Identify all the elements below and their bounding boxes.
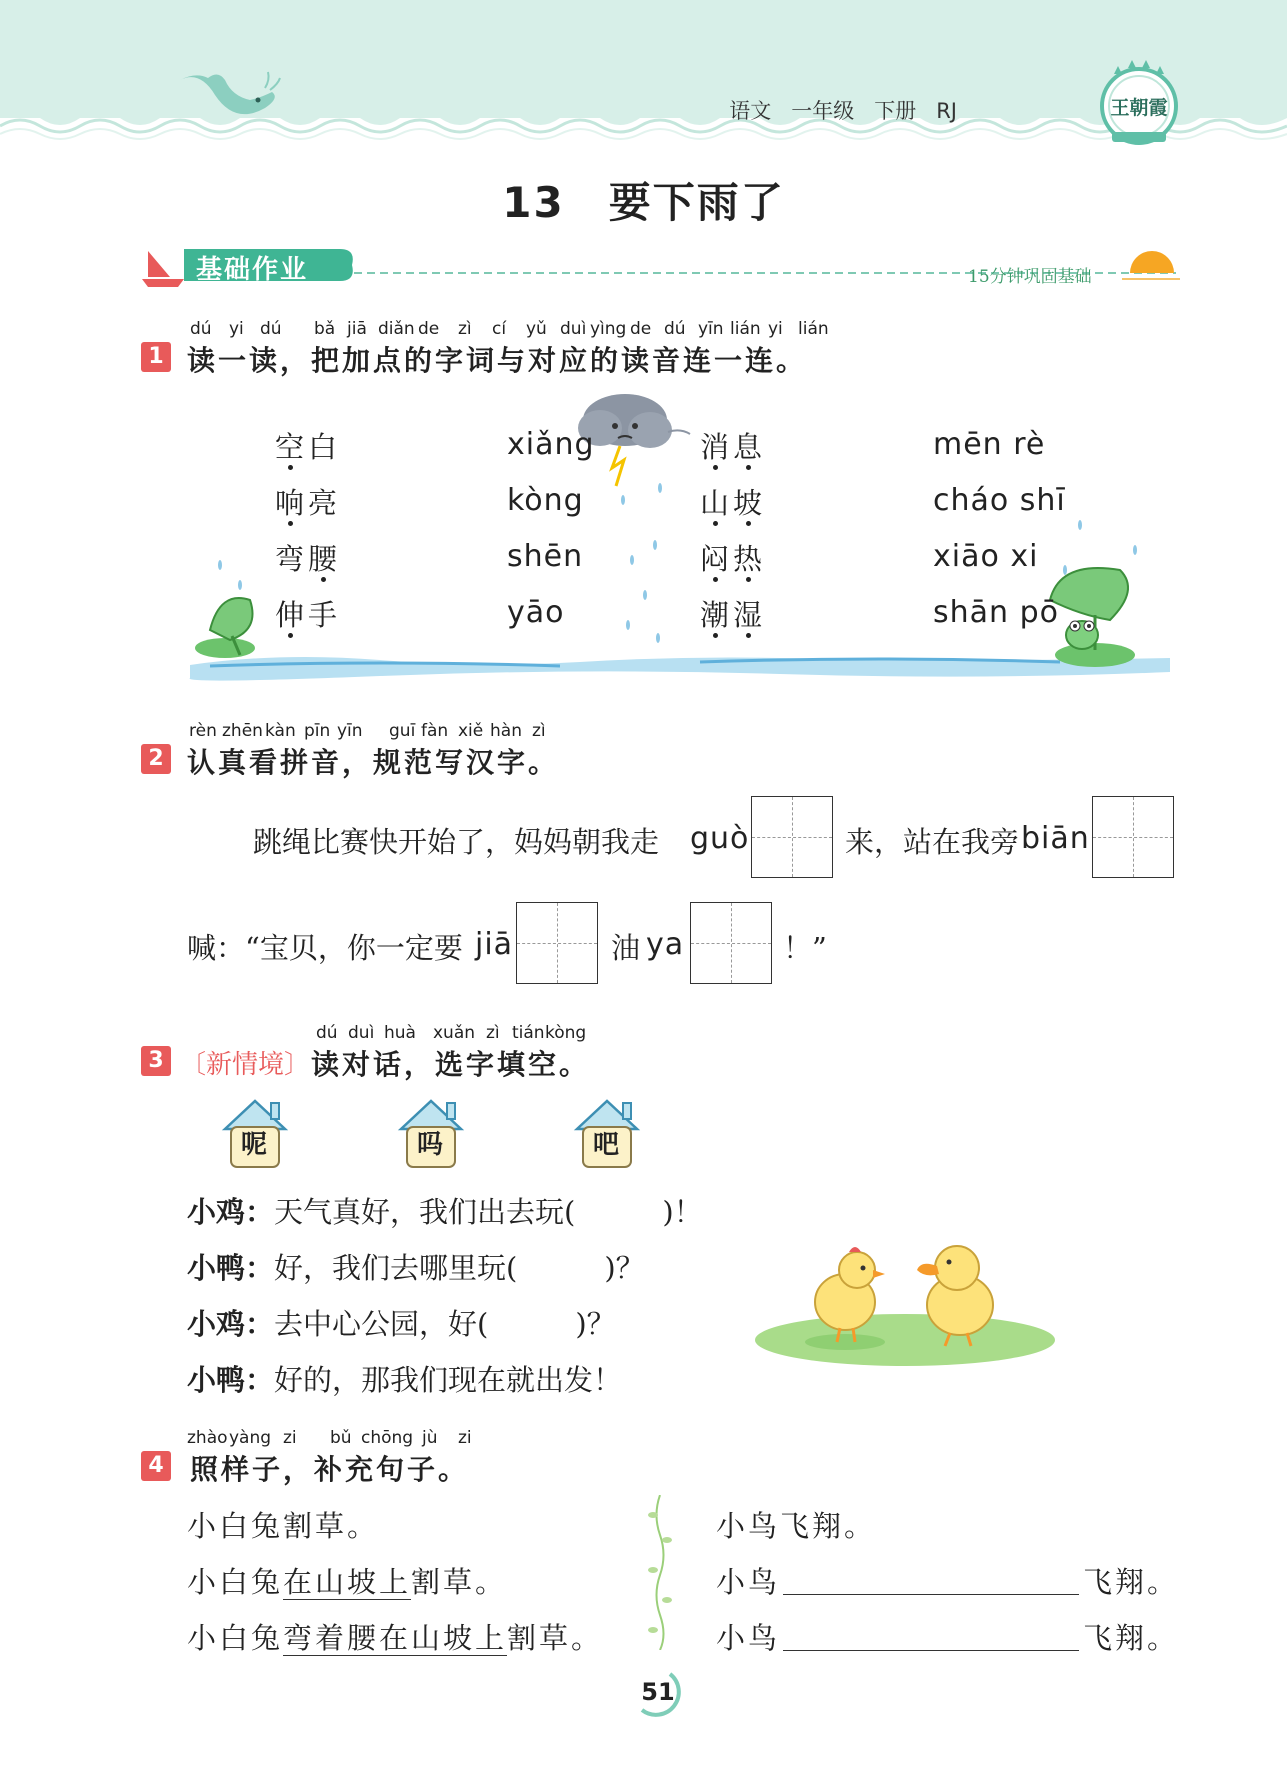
q2-line1-text-b: 来，站在我旁 <box>845 825 1020 859</box>
q2-line1-pinyin-2: biān <box>1021 821 1090 856</box>
vine-divider-icon <box>645 1495 675 1650</box>
emphasis-dot <box>746 577 751 582</box>
q4-example-3: 小白兔弯着腰在山坡上割草。 <box>187 1621 604 1655</box>
emphasis-dot <box>713 465 718 470</box>
q1-pinyin-right-2: cháo shī <box>933 483 1066 518</box>
q2-line1-pinyin-1: guò <box>690 821 750 856</box>
dialogue-line-1: 小鸡：天气真好，我们出去玩( )！ <box>187 1195 703 1229</box>
q1-pinyin-left-2: kòng <box>507 483 584 518</box>
option-ba: 吧 <box>593 1130 620 1160</box>
dialogue-line-4: 小鸭：好的，那我们现在就出发！ <box>187 1363 623 1397</box>
breadcrumb <box>709 95 957 125</box>
sailboat-icon <box>142 251 184 287</box>
q1-pinyin-right-4: shān pō <box>933 595 1059 630</box>
grade-label: 一年级 <box>791 99 855 123</box>
emphasis-dot <box>746 633 751 638</box>
q1-pinyin-left-3: shēn <box>507 539 584 574</box>
q2-answer-box-1[interactable] <box>751 796 833 878</box>
q4-answer-line-2[interactable] <box>783 1649 1079 1651</box>
q2-instruction: 认真看拼音，规范写汉字。 <box>187 746 560 779</box>
frog-icon <box>1050 568 1135 667</box>
q2-answer-box-3[interactable] <box>516 902 598 984</box>
q1-word-right-2: 山坡 <box>700 486 767 520</box>
q1-pinyin-left-1: xiǎng <box>507 427 595 462</box>
q2-line2-text-b: 油 <box>611 931 641 965</box>
sun-icon <box>1122 251 1180 279</box>
q4-answer-line-1[interactable] <box>783 1593 1079 1595</box>
q4-task-2-start: 小鸟 <box>716 1565 781 1599</box>
q1-word-left-1: 空白 <box>275 430 342 464</box>
edition-label: RJ <box>936 99 957 123</box>
emphasis-dot <box>288 521 293 526</box>
q1-word-right-3: 闷热 <box>700 542 767 576</box>
q2-number: 2 <box>141 744 171 774</box>
q4-task-3-start: 小鸟 <box>716 1621 781 1655</box>
emphasis-dot <box>713 577 718 582</box>
q4-example-2: 小白兔在山坡上割草。 <box>187 1565 508 1599</box>
header-wave-band <box>0 0 1287 150</box>
q2-line2-text-a: 喊：“宝贝，你一定要 <box>187 931 463 965</box>
section-label: 基础作业 <box>196 255 309 285</box>
q4-instruction: 照样子，补充句子。 <box>190 1453 470 1486</box>
q1-pinyin-left-4: yāo <box>507 595 565 630</box>
q4-task-2-end: 飞翔。 <box>1083 1565 1180 1599</box>
volume-label: 下册 <box>874 99 917 123</box>
chick-and-duck-illustration <box>745 1230 1065 1370</box>
emphasis-dot <box>746 465 751 470</box>
emphasis-dot <box>746 521 751 526</box>
q1-number: 1 <box>141 342 171 372</box>
q1-word-right-1: 消息 <box>700 430 767 464</box>
q4-task-3-end: 飞翔。 <box>1083 1621 1180 1655</box>
q2-line2-pinyin-1: jiā <box>475 927 514 962</box>
q4-example-1: 小白兔割草。 <box>187 1509 380 1543</box>
section-note: 15分钟巩固基础 <box>968 267 1092 287</box>
page-number: 51 <box>641 1678 675 1706</box>
logo-text: 王朝霞 <box>1110 97 1168 119</box>
q1-instruction: 读一读，把加点的字词与对应的读音连一连。 <box>187 344 808 377</box>
dialogue-line-3: 小鸡：去中心公园，好( )？ <box>187 1307 616 1341</box>
q3-instruction: 读对话，选字填空。 <box>311 1048 591 1081</box>
q3-new-context-tag: 〔新情境〕 <box>180 1050 311 1080</box>
q1-word-left-3: 弯腰 <box>275 542 342 576</box>
q1-pinyin-right-3: xiāo xi <box>933 539 1039 574</box>
q2-answer-box-2[interactable] <box>1092 796 1174 878</box>
emphasis-dot <box>321 577 326 582</box>
q1-word-left-2: 响亮 <box>275 486 342 520</box>
subject-label: 语文 <box>729 99 772 123</box>
dialogue-line-2: 小鸭：好，我们去哪里玩( )？ <box>187 1251 645 1285</box>
q4-number: 4 <box>141 1451 171 1481</box>
emphasis-dot <box>713 521 718 526</box>
option-ma: 吗 <box>417 1130 444 1160</box>
q2-line1-text-a: 跳绳比赛快开始了，妈妈朝我走 <box>253 825 660 859</box>
q2-line2-end: ！” <box>783 931 827 965</box>
q1-word-right-4: 潮湿 <box>700 598 767 632</box>
q1-word-left-4: 伸手 <box>275 598 342 632</box>
option-ne: 呢 <box>241 1130 268 1160</box>
q3-number: 3 <box>141 1046 171 1076</box>
q1-pinyin-right-1: mēn rè <box>933 427 1046 462</box>
rain-cloud-icon <box>578 394 690 486</box>
emphasis-dot <box>288 465 293 470</box>
q4-task-1: 小鸟飞翔。 <box>716 1509 877 1543</box>
page-title: 13 要下雨了 <box>502 178 785 227</box>
lotus-leaf-icon <box>195 598 255 658</box>
q2-line2-pinyin-2: ya <box>646 927 685 962</box>
emphasis-dot <box>288 633 293 638</box>
emphasis-dot <box>713 633 718 638</box>
q2-answer-box-4[interactable] <box>690 902 772 984</box>
